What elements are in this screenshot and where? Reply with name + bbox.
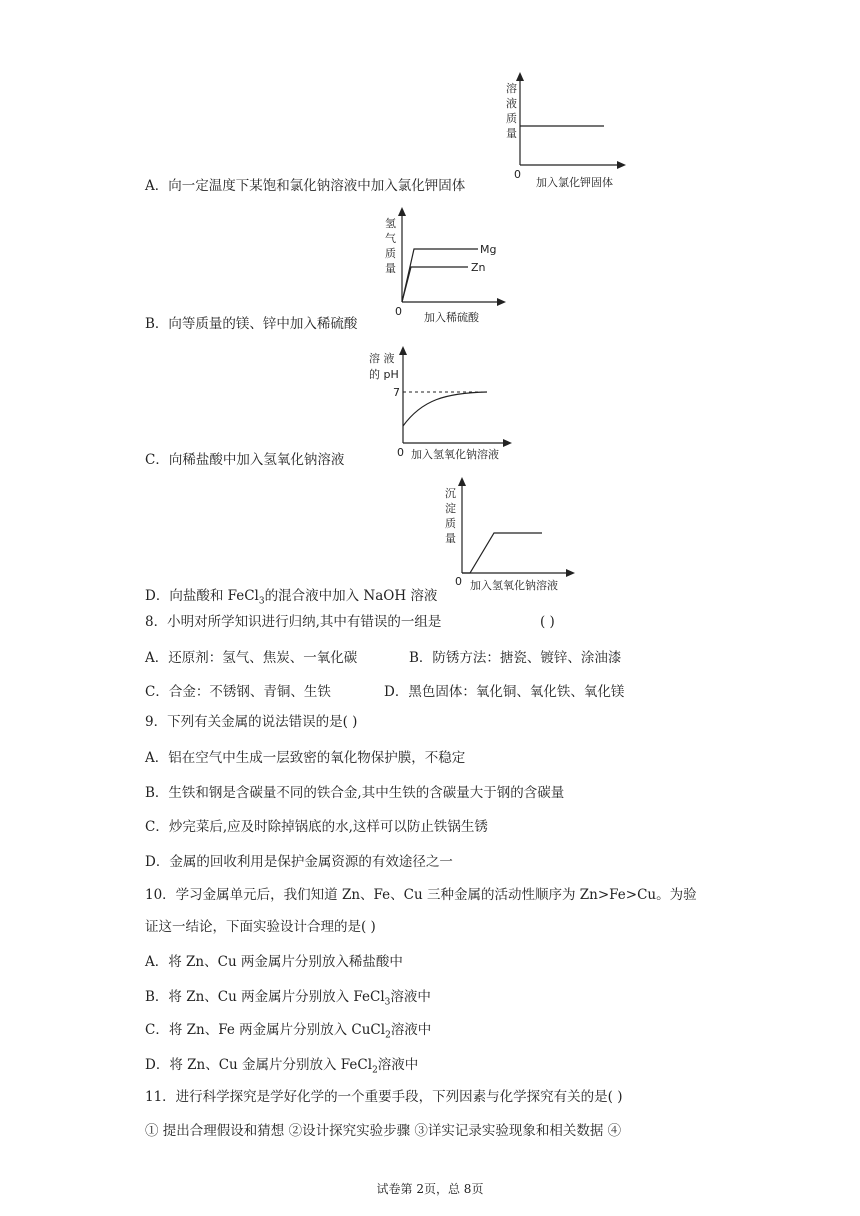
q10-option-a: A．将 Zn、Cu 两金属片分别放入稀盐酸中 [145,954,403,970]
x-label: 加入氢氧化钠溶液 [470,579,558,592]
q7-option-a: A．向一定温度下某饱和氯化钠溶液中加入氯化钾固体 [145,178,466,194]
y-label-2: 液 [506,97,517,110]
q10-c-sub: 2 [385,1030,391,1041]
q10-c-post: 溶液中 [390,1022,432,1038]
graph-a-svg [500,70,630,190]
q10-d-post: 溶液中 [377,1057,419,1073]
x-axis-arrow [503,439,512,447]
y-axis-arrow [458,477,466,486]
series-mg-label: Mg [480,243,497,256]
q9-option-c: C．炒完菜后,应及时除掉锅底的水,这样可以防止铁锅生锈 [145,819,488,835]
origin-label: 0 [397,446,404,459]
q11-items: ① 提出合理假设和猜想 ②设计探究实验步骤 ③详实记录实验现象和相关数据 ④ [145,1123,622,1139]
x-label: 加入氯化钾固体 [536,176,613,189]
q10-option-c [145,1021,431,1045]
y-label-3: 质 [385,247,396,260]
x-axis-arrow [497,298,506,306]
zn-curve [402,267,468,302]
y-axis-arrow [516,72,524,81]
q7-d-pre: D．向盐酸和 FeCl [145,588,259,604]
graph-b [380,205,510,325]
y-label-3: 质 [506,112,517,125]
y-label-2: 气 [385,232,396,245]
q8-paren: ( ) [540,614,555,630]
y-axis-arrow [399,346,407,355]
q8-stem: 8．小明对所学知识进行归纳,其中有错误的一组是 [145,614,442,630]
graph-b-svg [380,205,510,325]
q10-option-b [145,988,431,1012]
graph-c-svg [367,340,517,465]
graph-d-svg [440,475,580,595]
origin-label: 0 [455,575,462,588]
x-axis-arrow [566,569,575,577]
y-label-1: 沉 [445,487,456,500]
q10-c-pre: C．将 Zn、Fe 两金属片分别放入 CuCl [145,1022,386,1038]
x-axis-arrow [617,161,626,169]
y-label-2: 的 pH [369,368,399,381]
x-label: 加入稀硫酸 [424,311,479,324]
precipitate-curve [462,533,542,573]
q10-b-post: 溶液中 [390,989,431,1005]
series-zn-label: Zn [471,261,486,274]
q8-option-d: D．黑色固体：氧化铜、氧化铁、氧化镁 [384,684,625,700]
y-label-2: 淀 [445,502,456,515]
q10-d-pre: D．将 Zn、Cu 金属片分别放入 FeCl [145,1057,373,1073]
q9-option-a: A．铝在空气中生成一层致密的氧化物保护膜，不稳定 [145,750,466,766]
q8-option-b: B．防锈方法：搪瓷、镀锌、涂油漆 [409,650,622,666]
graph-a [500,70,630,190]
q10-option-d [145,1056,418,1080]
q10-d-sub: 2 [372,1065,378,1076]
q7-d-post: 的混合液中加入 NaOH 溶液 [264,588,438,604]
y-label-1: 溶 液 [369,352,395,365]
mg-curve [402,249,478,302]
y-label-4: 量 [445,532,456,545]
q9-option-b: B．生铁和钢是含碳量不同的铁合金,其中生铁的含碳量大于钢的含碳量 [145,785,565,801]
q10-b-pre: B．将 Zn、Cu 两金属片分别放入 FeCl [145,989,385,1005]
q7-option-b: B．向等质量的镁、锌中加入稀硫酸 [145,316,358,332]
q9-option-d: D．金属的回收利用是保护金属资源的有效途径之一 [145,854,453,870]
q10-b-sub: 3 [384,997,391,1008]
y-axis-arrow [398,207,406,216]
y-label-4: 量 [385,262,396,275]
q8-option-c: C．合金：不锈钢、青铜、生铁 [145,684,331,700]
graph-c [367,340,517,465]
y-label-1: 溶 [506,82,517,95]
q9-stem: 9．下列有关金属的说法错误的是( ) [145,714,358,730]
origin-label: 0 [514,168,521,181]
q10-stem-line-2: 证这一结论，下面实验设计合理的是( ) [145,919,376,935]
q8-option-a: A．还原剂：氢气、焦炭、一氧化碳 [145,650,358,666]
y-label-1: 氢 [385,217,396,230]
y-label-3: 质 [445,517,456,530]
tick-7: 7 [393,386,400,399]
q10-stem-line-1: 10．学习金属单元后，我们知道 Zn、Fe、Cu 三种金属的活动性顺序为 Zn>Fe>Cu。为验 [145,887,697,903]
y-label-4: 量 [506,127,517,140]
x-label: 加入氢氧化钠溶液 [411,448,499,461]
q7-option-c: C．向稀盐酸中加入氢氧化钠溶液 [145,452,345,468]
q11-stem: 11．进行科学探究是学好化学的一个重要手段，下列因素与化学探究有关的是( ) [145,1089,623,1105]
ph-curve [403,392,487,426]
q7-option-d [145,587,437,611]
q7-d-sub: 3 [258,596,265,607]
origin-label: 0 [395,305,402,318]
page-footer: 试卷第 2页，总 8页 [376,1182,484,1196]
graph-d [440,475,580,595]
